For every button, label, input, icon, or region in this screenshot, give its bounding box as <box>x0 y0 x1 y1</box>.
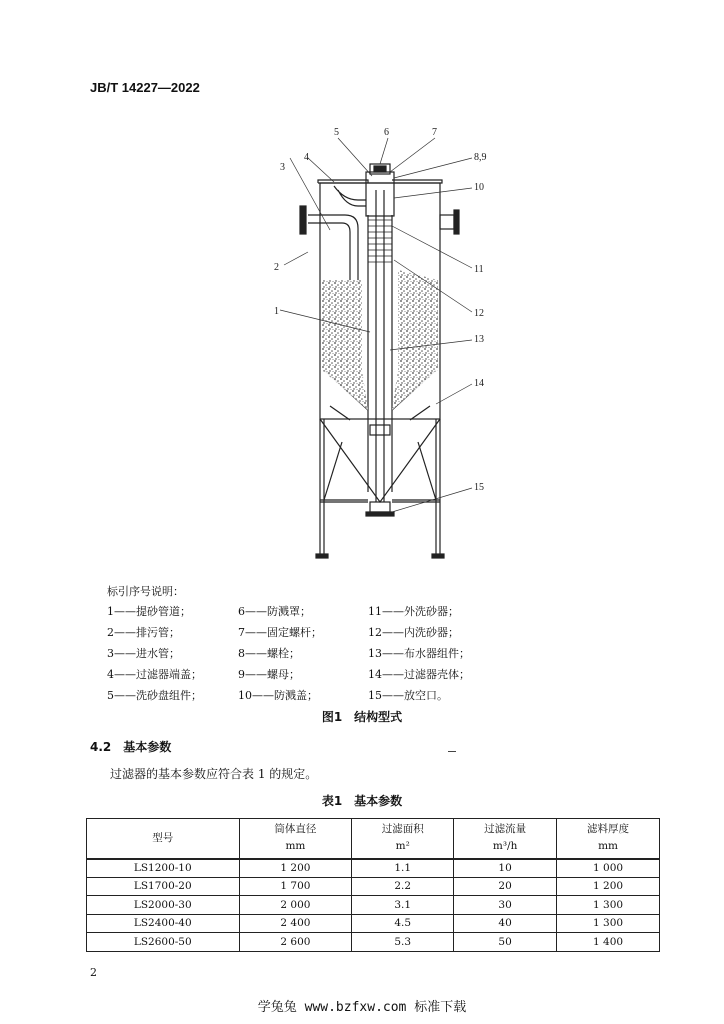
table-row <box>87 896 660 915</box>
cell-thickness: 1 200 <box>557 877 660 896</box>
legend-title: 标引序号说明： <box>107 585 184 598</box>
header-diameter: 筒体直径 mm <box>239 819 352 859</box>
header-area: 过滤面积 m² <box>352 819 454 859</box>
end-cap <box>318 180 442 183</box>
callout-10: 10 <box>474 182 484 193</box>
legend-item: 3——进水管； <box>107 647 180 660</box>
section-paragraph: 过滤器的基本参数应符合表 1 的规定。 <box>110 767 318 781</box>
cell-diameter: 1 200 <box>239 859 352 878</box>
header-media-thickness: 滤料厚度 mm <box>557 819 660 859</box>
legend-item: 8——螺栓； <box>238 647 300 660</box>
cell-area: 2.2 <box>352 877 454 896</box>
table-row <box>87 914 660 933</box>
callout-12: 12 <box>474 308 484 319</box>
callout-2: 2 <box>274 262 279 273</box>
filter-drawing <box>250 120 530 570</box>
parameters-table <box>86 818 660 952</box>
legend-item: 6——防溅罩； <box>238 605 311 618</box>
structure-figure <box>250 120 530 570</box>
section-title: 4.2 基本参数 <box>90 740 172 754</box>
document-code: JB/T 14227—2022 <box>90 80 200 95</box>
cell-model: LS1700-20 <box>87 877 240 896</box>
legend-item: 14——过滤器壳体； <box>368 668 470 681</box>
cell-thickness: 1 000 <box>557 859 660 878</box>
cell-diameter: 2 600 <box>239 933 352 952</box>
table-header-row <box>87 819 660 859</box>
callout-11: 11 <box>474 264 484 275</box>
cell-thickness: 1 300 <box>557 896 660 915</box>
table-caption: 表1 基本参数 <box>321 794 403 808</box>
cell-flow: 30 <box>454 896 557 915</box>
cell-diameter: 2 400 <box>239 914 352 933</box>
filter-media <box>322 270 438 410</box>
cell-diameter: 2 000 <box>239 896 352 915</box>
legend-item: 2——排污管； <box>107 626 180 639</box>
cell-model: LS2400-40 <box>87 914 240 933</box>
legend-item: 9——螺母； <box>238 668 300 681</box>
header-flow: 过滤流量 m³/h <box>454 819 557 859</box>
cell-area: 4.5 <box>352 914 454 933</box>
legend-item: 11——外洗砂器； <box>368 605 459 618</box>
callout-15: 15 <box>474 482 484 493</box>
table-row <box>87 877 660 896</box>
table-row <box>87 859 660 878</box>
bottom-cone <box>320 419 440 502</box>
page-number: 2 <box>90 966 97 979</box>
legend-item: 15——放空口。 <box>368 689 448 702</box>
callout-1: 1 <box>274 306 279 317</box>
callout-7: 7 <box>432 127 437 138</box>
callout-4: 4 <box>304 152 309 163</box>
cell-flow: 10 <box>454 859 557 878</box>
legend-item: 12——内洗砂器； <box>368 626 459 639</box>
legend-item: 7——固定螺杆； <box>238 626 322 639</box>
callout-14: 14 <box>474 378 484 389</box>
legend-item: 1——提砂管道； <box>107 605 191 618</box>
cell-model: LS1200-10 <box>87 859 240 878</box>
sand-washer <box>366 172 394 216</box>
legend-item: 13——布水器组件； <box>368 647 470 660</box>
cell-diameter: 1 700 <box>239 877 352 896</box>
legend-item: 10——防溅盖； <box>238 689 318 702</box>
cell-thickness: 1 400 <box>557 933 660 952</box>
legend-item: 5——洗砂盘组件； <box>107 689 202 702</box>
cell-model: LS2600-50 <box>87 933 240 952</box>
cell-area: 1.1 <box>352 859 454 878</box>
callout-6: 6 <box>384 127 389 138</box>
inlet-pipe <box>308 215 358 285</box>
cell-area: 5.3 <box>352 933 454 952</box>
cell-thickness: 1 300 <box>557 914 660 933</box>
callout-5: 5 <box>334 127 339 138</box>
callout-3: 3 <box>280 162 285 173</box>
divider <box>448 751 456 752</box>
header-model: 型号 <box>87 819 240 859</box>
legend-item: 4——过滤器端盖； <box>107 668 202 681</box>
drain-outlet <box>370 502 390 512</box>
table-row <box>87 933 660 952</box>
cell-model: LS2000-30 <box>87 896 240 915</box>
cell-flow: 20 <box>454 877 557 896</box>
footer-watermark: 学兔兔 www.bzfxw.com 标准下载 <box>257 1000 467 1015</box>
figure-caption: 图1 结构型式 <box>321 710 403 724</box>
callout-8-9: 8,9 <box>474 152 487 163</box>
cell-flow: 40 <box>454 914 557 933</box>
cell-flow: 50 <box>454 933 557 952</box>
callout-13: 13 <box>474 334 484 345</box>
cell-area: 3.1 <box>352 896 454 915</box>
